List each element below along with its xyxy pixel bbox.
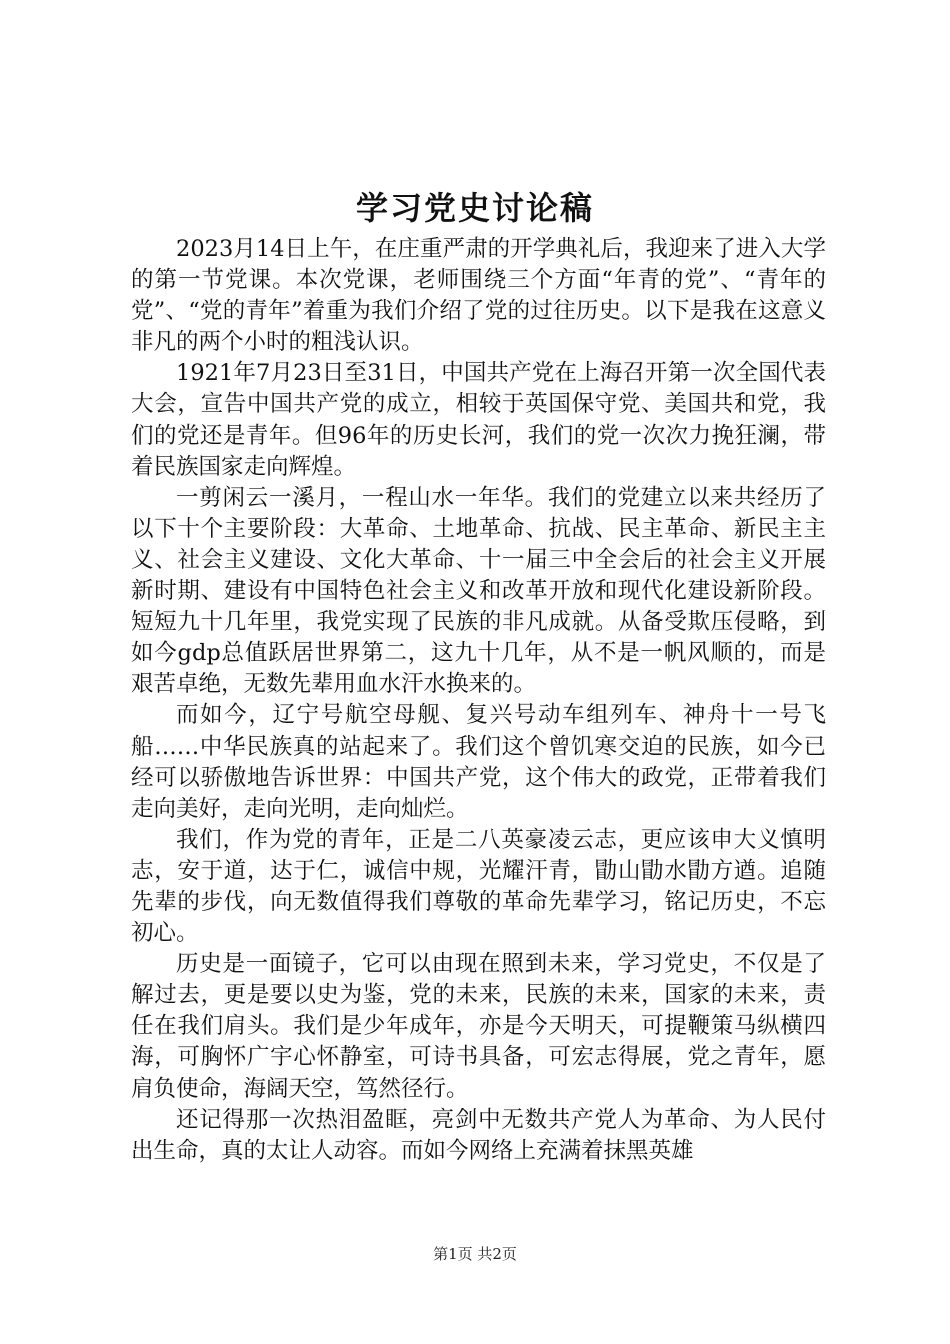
page-number-footer: 第1页 共2页 — [433, 1245, 517, 1263]
paragraph: 而如今，辽宁号航空母舰、复兴号动车组列车、神舟十一号飞船……中华民族真的站起来了。我们这个曾饥寒交迫的民族，如今已经可以骄傲地告诉世界：中国共产党，这个伟大的政党，正带着我们走向美好，走向光明，走向灿烂。 — [131, 702, 826, 822]
paragraph: 历史是一面镜子，它可以由现在照到未来，学习党史，不仅是了解过去，更是要以史为鉴，党的未来，民族的未来，国家的未来，责任在我们肩头。我们是少年成年，亦是今天明天，可提鞭策马纵横四海，可胸怀广宇心怀静室，可诗书具备，可宏志得展，党之青年，愿肩负使命，海阔天空，笃然径行。 — [131, 951, 826, 1102]
paragraph: 一剪闲云一溪月，一程山水一年华。我们的党建立以来共经历了以下十个主要阶段：大革命、土地革命、抗战、民主革命、新民主主义、社会主义建设、文化大革命、十一届三中全会后的社会主义开展新时期、建设有中国特色社会主义和改革开放和现代化建设新阶段。短短九十几年里，我党实现了民族的非凡成就。从备受欺压侵略，到如今gdp总值跃居世界第二，这九十几年，从不是一帆风顺的，而是艰苦卓绝，无数先辈用血水汗水换来的。 — [131, 484, 826, 698]
paragraph: 2023月14日上午，在庄重严肃的开学典礼后，我迎来了进入大学的第一节党课。本次党课，老师围绕三个方面“年青的党”、“青年的党”、“党的青年”着重为我们介绍了党的过往历史。以下是我在这意义非凡的两个小时的粗浅认识。 — [131, 236, 826, 356]
document-title: 学习党史讨论稿 — [355, 189, 594, 227]
document-body — [131, 234, 826, 1167]
paragraph: 1921年7月23日至31日，中国共产党在上海召开第一次全国代表大会，宣告中国共产党的成立，相较于英国保守党、美国共和党，我们的党还是青年。但96年的历史长河，我们的党一次次力挽狂澜，带着民族国家走向辉煌。 — [131, 360, 826, 480]
paragraph: 还记得那一次热泪盈眶，亮剑中无数共产党人为革命、为人民付出生命，真的太让人动容。而如今网络上充满着抹黑英雄 — [131, 1106, 826, 1164]
paragraph: 我们，作为党的青年，正是二八英豪凌云志，更应该申大义慎明志，安于道，达于仁，诚信中规，光耀汗青，勖山勖水勖方遒。追随先辈的步伐，向无数值得我们尊敬的革命先辈学习，铭记历史，不忘初心。 — [131, 826, 826, 947]
